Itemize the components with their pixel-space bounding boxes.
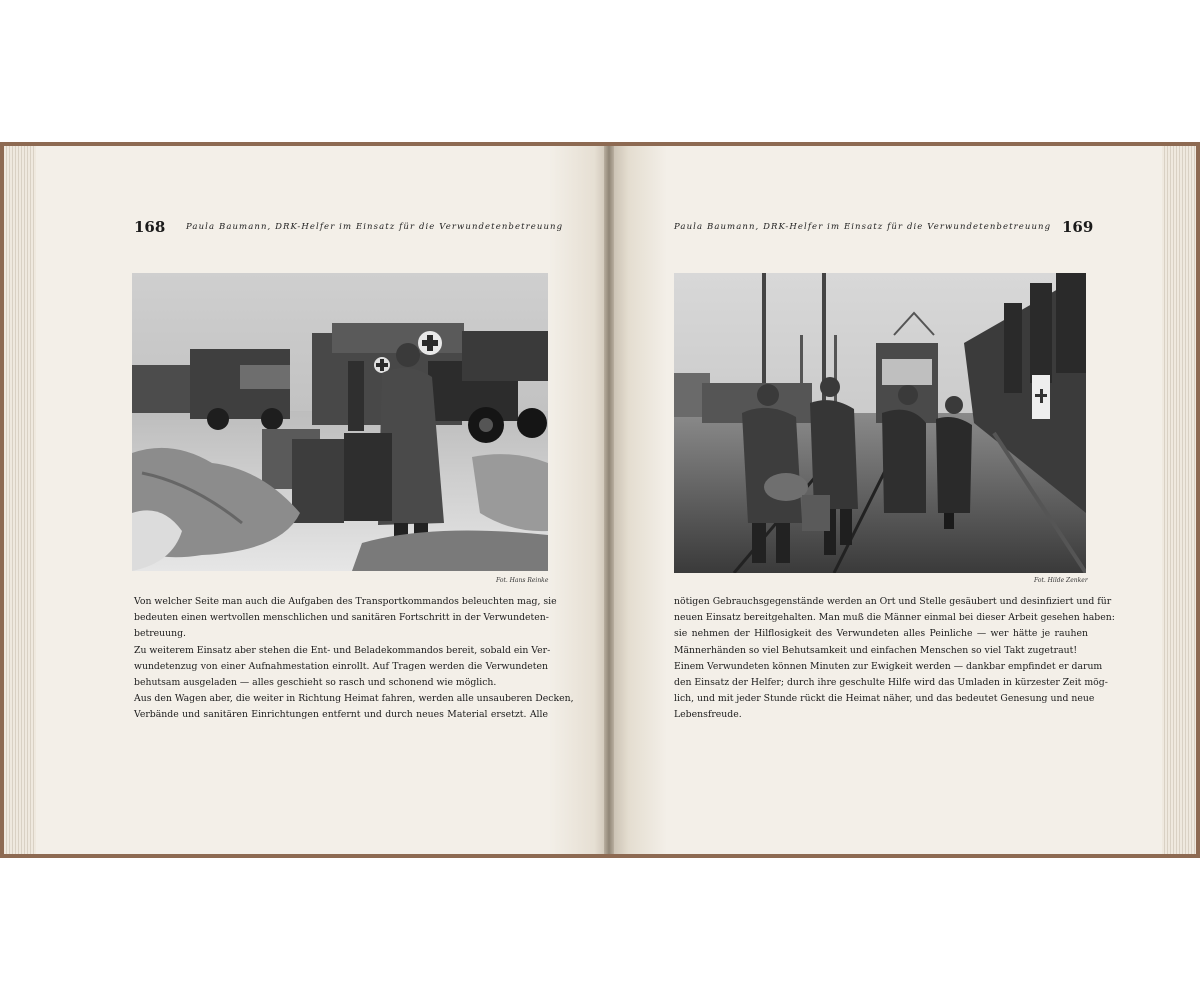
text-line: Lebensfreude. — [674, 709, 742, 721]
right-running-head: Paula Baumann, DRK-Helfer im Einsatz für die Verwundetenbetreuung — [674, 222, 1052, 232]
text-line: nötigen Gebrauchsgegenstände werden an Ort und Stelle gesäubert und desinfiziert und für — [674, 596, 1112, 607]
photo-soldiers-at-train-image — [674, 273, 1086, 573]
text-line: Einem Verwundeten können Minuten zur Ewigkeit werden — dankbar empfindet er darum — [674, 660, 1103, 672]
text-line: neuen Einsatz bereitgehalten. Man muß die Männer einmal bei dieser Arbeit gesehen haben: — [674, 612, 1115, 624]
left-page-number: 168 — [134, 218, 166, 236]
text-line: Zu weiterem Einsatz aber stehen die Ent- und Beladekommandos bereit, sobald ein Ver- — [134, 644, 551, 656]
text-line: behutsam ausgeladen — alles geschieht so rasch und schonend wie möglich. — [134, 677, 497, 689]
left-running-head: Paula Baumann, DRK-Helfer im Einsatz für die Verwundetenbetreuung — [186, 222, 564, 232]
text-line: betreuung. — [134, 628, 187, 640]
left-body-text — [134, 594, 574, 724]
text-line: sie nehmen der Hilflosigkeit des Verwundeten alles Peinliche — wer hätte je rauhen — [674, 628, 1088, 640]
text-line: bedeuten einen wertvollen menschlichen und sanitären Fortschritt in der Verwundeten- — [134, 612, 549, 624]
page-stack-right — [1162, 146, 1196, 854]
text-line: Aus den Wagen aber, die weiter in Richtung Heimat fahren, werden alle unsauberen Decken, — [134, 693, 574, 705]
text-line: Von welcher Seite man auch die Aufgaben des Transportkommandos beleuchten mag, sie — [134, 596, 557, 607]
photo-soldiers-at-train — [674, 273, 1086, 573]
page-stack-left — [4, 146, 36, 854]
photo-ambulance-trucks-image — [132, 273, 548, 571]
right-page-number: 169 — [1062, 218, 1094, 236]
right-photo-credit: Fot. Hilde Zenker — [1034, 577, 1088, 584]
photo-ambulance-trucks — [132, 273, 548, 571]
text-line: wundetenzug von einer Aufnahmestation einrollt. Auf Tragen werden die Verwundeten — [134, 660, 548, 672]
text-line: Verbände und sanitären Einrichtungen entfernt und durch neues Material ersetzt. Alle — [134, 709, 548, 721]
right-body-text — [674, 594, 1115, 724]
left-photo-credit: Fot. Hans Reinke — [496, 577, 549, 584]
book-gutter — [604, 146, 614, 854]
text-line: Männerhänden so viel Behutsamkeit und einfachen Menschen so viel Takt zugetraut! — [674, 644, 1078, 656]
text-line: lich, und mit jeder Stunde rückt die Heimat näher, und das bedeutet Genesung und neue — [674, 693, 1095, 705]
text-line: den Einsatz der Helfer; durch ihre geschulte Hilfe wird das Umladen in kürzester Zeit mög- — [674, 677, 1108, 689]
